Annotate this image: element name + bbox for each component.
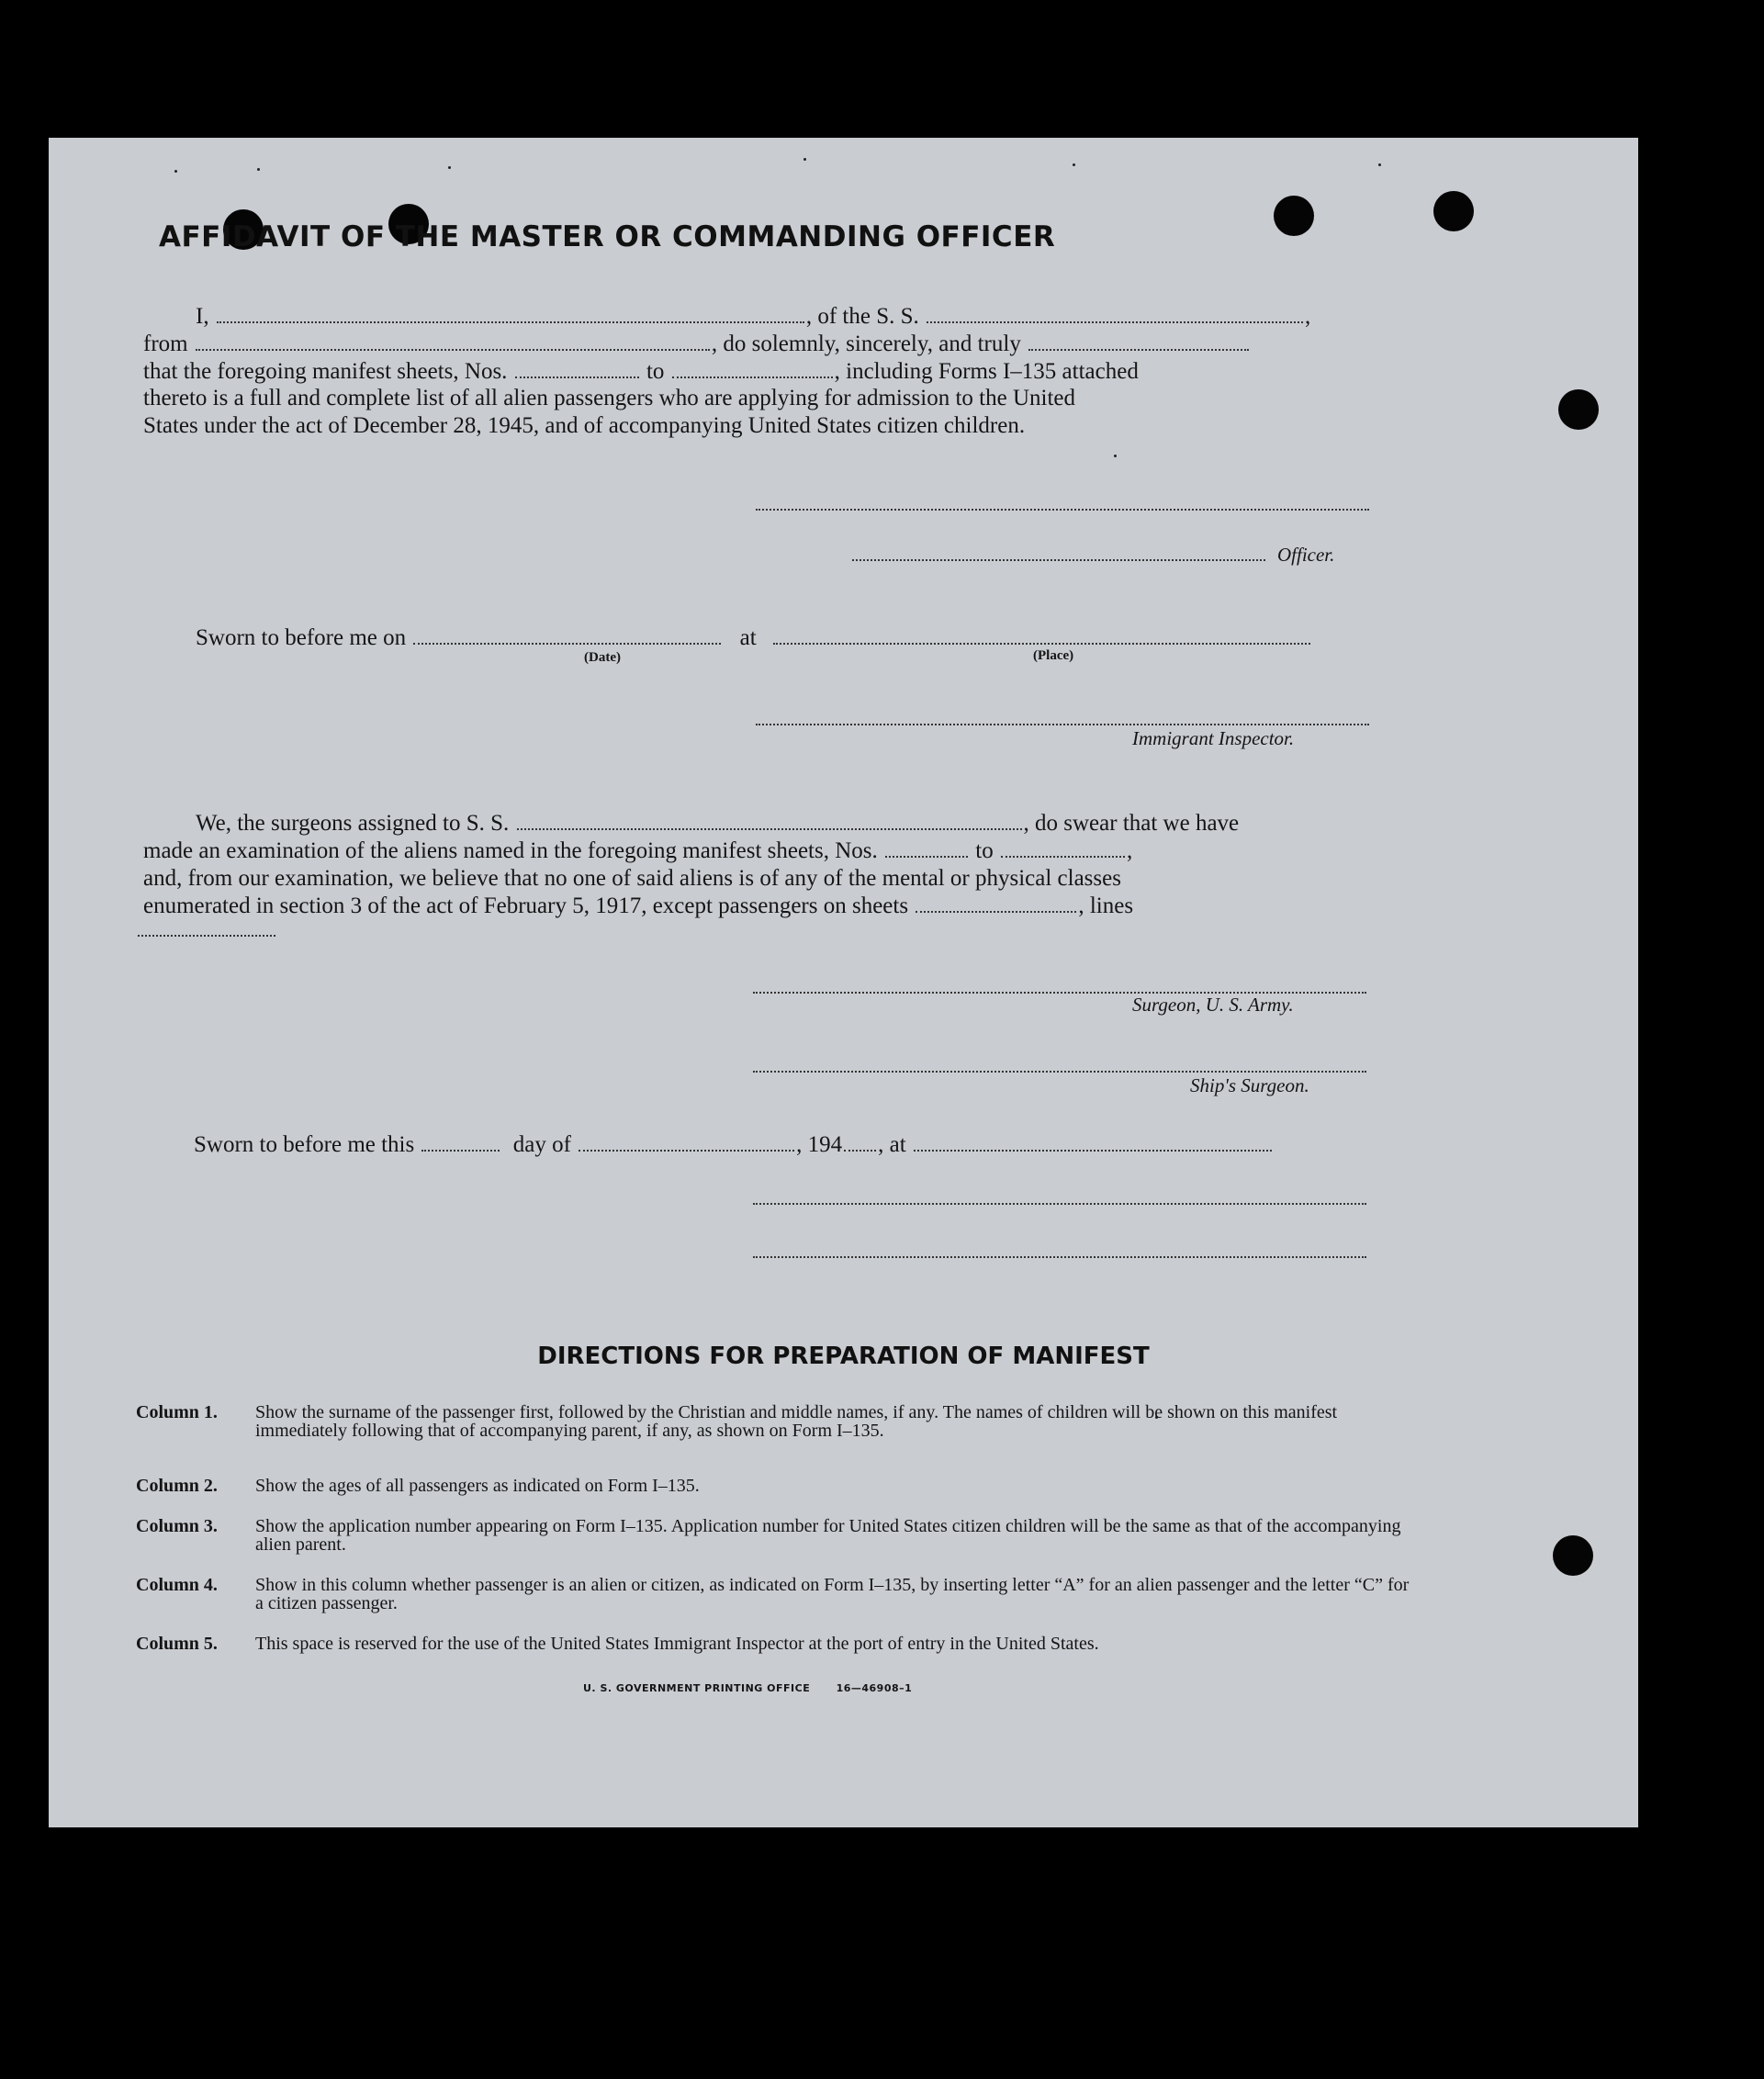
sworn-place-field[interactable] [914,1137,1272,1152]
date-field[interactable] [413,630,721,645]
text: Sworn to before me this [194,1132,415,1157]
direction-text: Show the application number appearing on Form I–135. Application number for United States citizen children will be the same as that of the accompanying alien parent. [255,1516,1401,1555]
affidavit-line-2 [143,331,1251,358]
inspector-signature-line[interactable] [756,724,1369,725]
ship-surgeon-signature-line[interactable] [753,1071,1366,1073]
text: , including Forms I–135 attached [834,359,1139,384]
text: that the foregoing manifest sheets, Nos. [143,359,508,384]
text: to [646,359,665,384]
text: I, [196,304,209,329]
officer-title-line[interactable] [852,559,1265,561]
place-field[interactable] [773,630,1310,645]
speck [174,170,177,173]
day-field[interactable] [421,1137,500,1152]
printer-imprint [583,1682,912,1694]
printer-name: U. S. GOVERNMENT PRINTING OFFICE [583,1682,811,1694]
punch-hole [1553,1535,1593,1576]
master-signature-line[interactable] [756,509,1369,511]
speck [1378,163,1381,166]
surgeon-sheet-to-field[interactable] [1001,843,1125,858]
sworn-line-1 [196,624,1312,652]
except-lines-field[interactable] [138,935,275,937]
affidavit-line-1 [196,303,1310,331]
text: , [1126,838,1133,863]
surgeons-line-2 [143,837,1132,865]
year-field[interactable] [844,1137,876,1152]
text: enumerated in section 3 of the act of February 5, 1917, except passengers on sheets [143,893,909,918]
directions-title: DIRECTIONS FOR PREPARATION OF MANIFEST [537,1343,1150,1370]
direction-text: Show the ages of all passengers as indicated on Form I–135. [255,1476,700,1496]
month-field[interactable] [579,1137,794,1152]
text: , 194 [796,1132,843,1157]
ship-surgeon-label: Ship's Surgeon. [1190,1074,1309,1096]
text: to [975,838,994,863]
column-label: Column 2. [136,1476,218,1496]
signature-line[interactable] [753,1203,1366,1205]
text: at [739,625,757,650]
speck [1114,455,1117,457]
surgeon-ship-field[interactable] [517,815,1022,830]
inspector-label: Immigrant Inspector. [1132,727,1295,749]
oath-field[interactable] [1028,336,1249,351]
sheet-to-field[interactable] [672,364,833,378]
speck [1073,163,1075,166]
speck [257,168,260,171]
text: made an examination of the aliens named in the foregoing manifest sheets, Nos. [143,838,878,863]
punch-hole [1558,389,1599,430]
direction-text: Show in this column whether passenger is an alien or citizen, as indicated on Form I–135, by inserting letter “A” for an alien passenger and the letter “C” for a citizen passenger. [255,1575,1410,1613]
affidavit-line-5: States under the act of December 28, 1945, and of accompanying United States citizen children. [143,413,1026,438]
column-label: Column 3. [136,1516,218,1536]
name-field[interactable] [217,309,804,323]
sheet-from-field[interactable] [515,364,639,378]
text: , of the S. S. [805,304,919,329]
date-caption: (Date) [584,650,621,665]
direction-text: Show the surname of the passenger first, followed by the Christian and middle names, if any. The names of children will be shown on this manifest immediately following that of accompanying parent, if any, as shown on Form I–135. [255,1402,1338,1441]
column-label: Column 5. [136,1634,218,1654]
column-label: Column 4. [136,1575,218,1595]
page-title: AFFIDAVIT OF THE MASTER OR COMMANDING OFFICER [159,220,1056,253]
form-code: 16—46908–1 [836,1682,913,1694]
text: from [143,332,188,356]
form-page [49,138,1638,1827]
affidavit-line-3 [143,358,1139,386]
ship-name-field[interactable] [927,309,1303,323]
text: Sworn to before me on [196,625,407,650]
text: We, the surgeons assigned to S. S. [196,811,510,836]
army-surgeon-label: Surgeon, U. S. Army. [1132,994,1294,1016]
speck [448,166,451,169]
text: day of [512,1132,571,1157]
signature-line[interactable] [753,1256,1366,1258]
officer-label: Officer. [1277,544,1335,566]
speck [803,158,806,161]
column-label: Column 1. [136,1402,218,1422]
port-field[interactable] [196,336,710,351]
surgeons-line-4 [143,893,1133,920]
affidavit-line-4: thereto is a full and complete list of all alien passengers who are applying for admission to the United [143,386,1076,410]
sworn-line-2 [194,1131,1274,1159]
direction-text: This space is reserved for the use of the United States Immigrant Inspector at the port of entry in the United States. [255,1634,1099,1654]
text: , do swear that we have [1023,811,1240,836]
text: , at [878,1132,906,1157]
text: , do solemnly, sincerely, and truly [711,332,1021,356]
text: , lines [1078,893,1134,918]
except-sheets-field[interactable] [916,898,1076,913]
place-caption: (Place) [1033,648,1074,663]
text: , [1305,304,1311,329]
surgeons-line-1 [196,810,1239,837]
surgeon-sheet-from-field[interactable] [885,843,968,858]
surgeons-line-3: and, from our examination, we believe that no one of said aliens is of any of the mental or physical classes [143,866,1121,891]
